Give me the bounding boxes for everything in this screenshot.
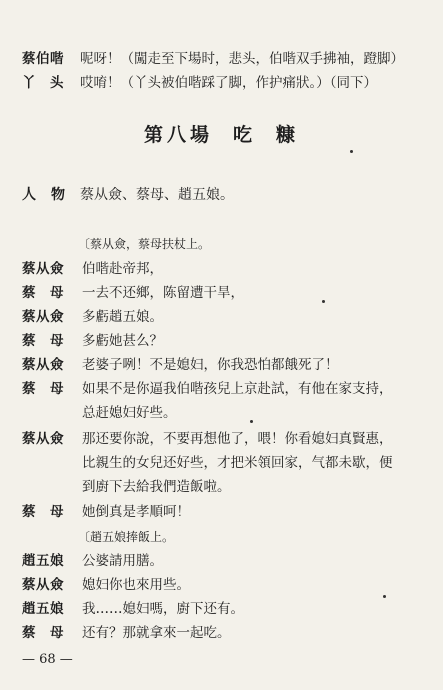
dialogue-text: 公婆請用膳。	[82, 553, 163, 569]
dialogue-text: 媳妇你也來用些。	[82, 577, 190, 593]
speaker-name: 蔡 母	[22, 504, 64, 520]
speaker-name: 蔡 母	[22, 333, 64, 349]
dialogue-text: 伯喈赴帝邦，	[82, 261, 163, 277]
speaker-name: 蔡 母	[22, 285, 64, 301]
dialogue-text: 呢呀！（闖走至下場时，悲头，伯喈双手拂袖，蹬脚）	[80, 51, 404, 67]
scene-number: 第八場	[143, 124, 213, 146]
speaker-name: 蔡 母	[22, 381, 64, 397]
characters-text: 蔡从僉、蔡母、趙五娘。	[80, 187, 234, 203]
speaker-name: 丫 头	[22, 75, 64, 91]
speaker-name: 蔡从僉	[22, 261, 64, 277]
dialogue-text: 如果不是你逼我伯喈孩兒上京赴試，有他在家支持，	[82, 381, 393, 397]
dialogue-text: 多虧她甚么？	[82, 333, 163, 349]
characters-label: 人 物	[22, 187, 66, 203]
dialogue-text: 一去不还鄉，陈留遭干旱，	[82, 285, 244, 301]
scene-title	[0, 120, 443, 147]
speaker-name: 蔡伯喈	[22, 51, 64, 67]
speaker-name: 蔡 母	[22, 625, 64, 641]
document-page: 蔡伯喈 呢呀！（闖走至下場时，悲头，伯喈双手拂袖，蹬脚） 丫 头 哎唷！（丫头被伯喈踩了脚，作护痛狀。）（同下） 第八場 吃 糠 人 物 蔡从僉、蔡母、趙五娘。 〔蔡从僉，蔡母扶杖上。 蔡从僉 伯喈赴帝邦， 蔡 母 一去不还鄉，陈留遭干旱， 蔡从僉 多虧趙五娘。 蔡 母 多虧她甚么？ 蔡从僉 老婆子咧！不是媳妇，你我恐怕都餓死了！ 蔡 母 如果不是你逼我伯喈孩兒上京赴試，有他在家支持， 总赶媳妇好些。 蔡从僉 那还要你說，不要再想他了，喂！你看媳妇真賢惠， 比親生的女兒还好些，才把米領回家，气都未歇，便 到廚下去給我們造飯啦。 蔡 母 她倒真是孝順呵！ 〔趙五娘捧飯上。 趙五娘 公婆請用膳。 蔡从僉 媳妇你也來用些。 趙五娘 我……媳妇嗎，廚下还有。 蔡 母 还有？那就拿來一起吃。 — 68 —	[0, 0, 443, 690]
speaker-name: 蔡从僉	[22, 431, 64, 447]
speaker-name: 趙五娘	[22, 553, 64, 569]
dialogue-text: 多虧趙五娘。	[82, 309, 163, 325]
dialogue-text: 哎唷！（丫头被伯喈踩了脚，作护痛狀。）（同下）	[80, 75, 377, 91]
print-speck	[250, 420, 253, 423]
dialogue-text: 那还要你說，不要再想他了，喂！你看媳妇真賢惠，	[82, 431, 393, 447]
scene-title-char: 糠	[276, 124, 300, 146]
speaker-name: 蔡从僉	[22, 357, 64, 373]
dialogue-text: 我……媳妇嗎，廚下还有。	[82, 601, 244, 617]
dialogue-text: 老婆子咧！不是媳妇，你我恐怕都餓死了！	[82, 357, 339, 373]
scene-title-char: 吃	[232, 124, 256, 146]
print-speck	[350, 150, 353, 153]
speaker-name: 蔡从僉	[22, 577, 64, 593]
speaker-name: 趙五娘	[22, 601, 64, 617]
page-number: — 68 —	[22, 652, 73, 667]
dialogue-text: 她倒真是孝順呵！	[82, 504, 190, 520]
speaker-name: 蔡从僉	[22, 309, 64, 325]
print-speck	[383, 595, 386, 598]
print-speck	[322, 300, 325, 303]
dialogue-text: 还有？那就拿來一起吃。	[82, 625, 231, 641]
